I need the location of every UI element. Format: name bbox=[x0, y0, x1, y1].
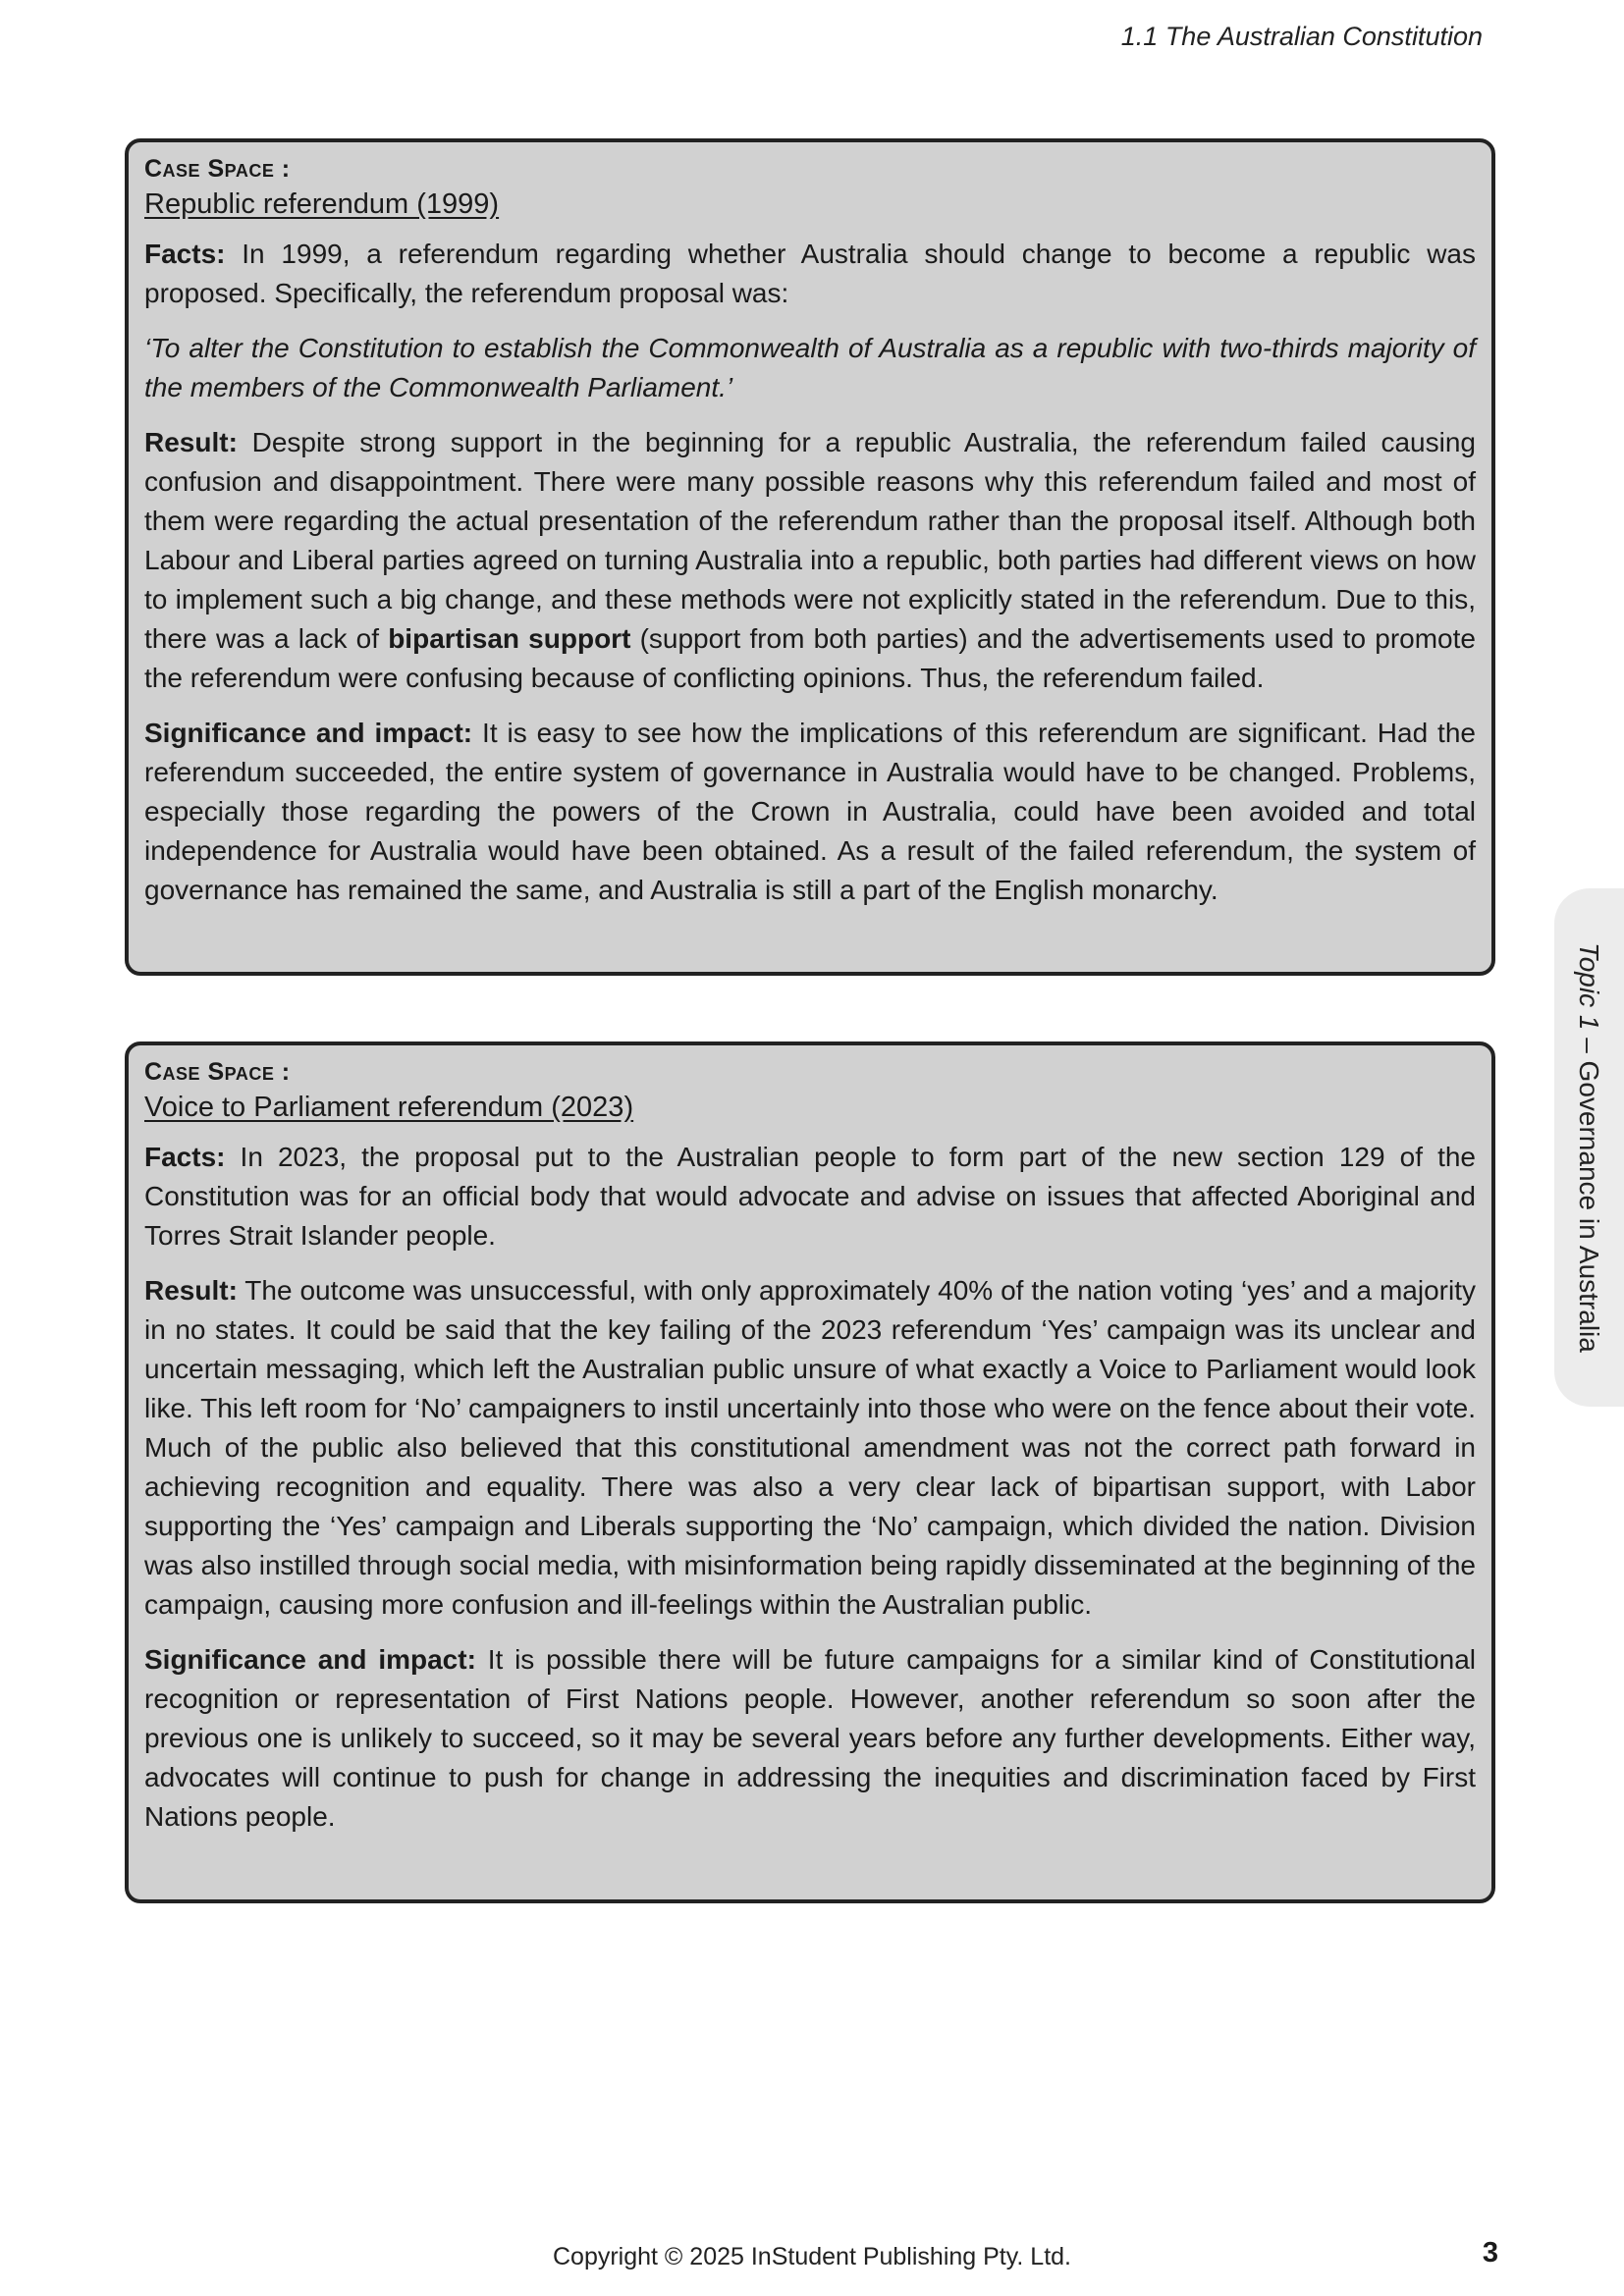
bipartisan-support-term: bipartisan support bbox=[388, 623, 631, 654]
page-number: 3 bbox=[1482, 2237, 1498, 2269]
result-text: The outcome was unsuccessful, with only approximately 40% of the nation voting ‘yes’ and a majority in no states. It could be said that the key failing of the 2023 referendum ‘Yes’ campaign was its unclear and uncertain messaging, which left the Australian public unsure of what exactly a Voice to Parliament would look like. This left room for ‘No’ campaigners to instil uncertainly into those who were on the fence about their vote. Much of the public also believed that this constitutional amendment was not the correct path forward in achieving recognition and equality. There was also a very clear lack of bipartisan support, with Labor supporting the ‘Yes’ campaign and Liberals supporting the ‘No’ campaign, which divided the nation. Division was also instilled through social media, with misinformation being rapidly disseminated at the beginning of the campaign, causing more confusion and ill-feelings within the Australian public. bbox=[144, 1275, 1476, 1620]
copyright-footer: Copyright © 2025 InStudent Publishing Pty. Ltd. bbox=[552, 2243, 1071, 2270]
facts-paragraph bbox=[144, 235, 1476, 313]
significance-paragraph bbox=[144, 714, 1476, 910]
significance-paragraph bbox=[144, 1640, 1476, 1837]
significance-text: It is possible there will be future campaigns for a similar kind of Constitutional recognition or representation of First Nations people. However, another referendum so soon after the previous one is unlikely to succeed, so it may be several years before any further developments. Either way, advocates will continue to push for change in addressing the inequities and discrimination faced by First Nations people. bbox=[144, 1644, 1476, 1832]
facts-label: Facts: bbox=[144, 239, 226, 269]
result-text: Despite strong support in the beginning for a republic Australia, the referendum failed causing confusion and disappointment. There were many possible reasons why this referendum failed and most of them were regarding the actual presentation of the referendum rather than the proposal itself. Although both Labour and Liberal parties agreed on turning Australia into a republic, both parties had different views on how to implement such a big change, and these methods were not explicitly stated in the referendum. Due to this, there was a lack of bbox=[144, 427, 1476, 654]
topic-subject: Governance in Australia bbox=[1574, 1060, 1604, 1353]
topic-separator: – bbox=[1574, 1030, 1604, 1061]
case-space-label: Case Space : bbox=[144, 1058, 291, 1086]
facts-text: In 1999, a referendum regarding whether Australia should change to become a republic was proposed. Specifically, the referendum proposal was: bbox=[144, 239, 1476, 308]
facts-paragraph bbox=[144, 1138, 1476, 1255]
case-title: Voice to Parliament referendum (2023) bbox=[144, 1092, 634, 1123]
case-space-label: Case Space : bbox=[144, 155, 291, 183]
case-space-voice-referendum bbox=[125, 1041, 1495, 1903]
result-label: Result: bbox=[144, 1275, 238, 1306]
facts-text: In 2023, the proposal put to the Australian people to form part of the new section 129 of the Constitution was for an official body that would advocate and advise on issues that affected Aboriginal and Torres Strait Islander people. bbox=[144, 1142, 1476, 1251]
significance-label: Significance and impact: bbox=[144, 718, 473, 748]
significance-label: Significance and impact: bbox=[144, 1644, 476, 1675]
proposal-quote: ‘To alter the Constitution to establish the Commonwealth of Australia as a republic with two-thirds majority of the members of the Commonwealth Parliament.’ bbox=[144, 333, 1476, 402]
result-paragraph bbox=[144, 1271, 1476, 1625]
topic-number: Topic 1 bbox=[1574, 942, 1604, 1031]
case-title: Republic referendum (1999) bbox=[144, 188, 500, 220]
significance-text: It is easy to see how the implications of this referendum are significant. Had the referendum succeeded, the entire system of governance in Australia would have to be changed. Problems, especially those regarding the powers of the Crown in Australia, could have been avoided and total independence for Australia would have been obtained. As a result of the failed referendum, the system of governance has remained the same, and Australia is still a part of the English monarchy. bbox=[144, 718, 1476, 905]
case-space-republic-referendum bbox=[125, 138, 1495, 976]
facts-label: Facts: bbox=[144, 1142, 226, 1172]
result-label: Result: bbox=[144, 427, 238, 457]
running-header: 1.1 The Australian Constitution bbox=[1120, 22, 1483, 51]
result-paragraph bbox=[144, 423, 1476, 698]
side-topic-label bbox=[1573, 942, 1604, 1353]
result-text-continued: (support from both parties) and the advertisements used to promote the referendum were confusing because of conflicting opinions. Thus, the referendum failed. bbox=[144, 623, 1476, 693]
